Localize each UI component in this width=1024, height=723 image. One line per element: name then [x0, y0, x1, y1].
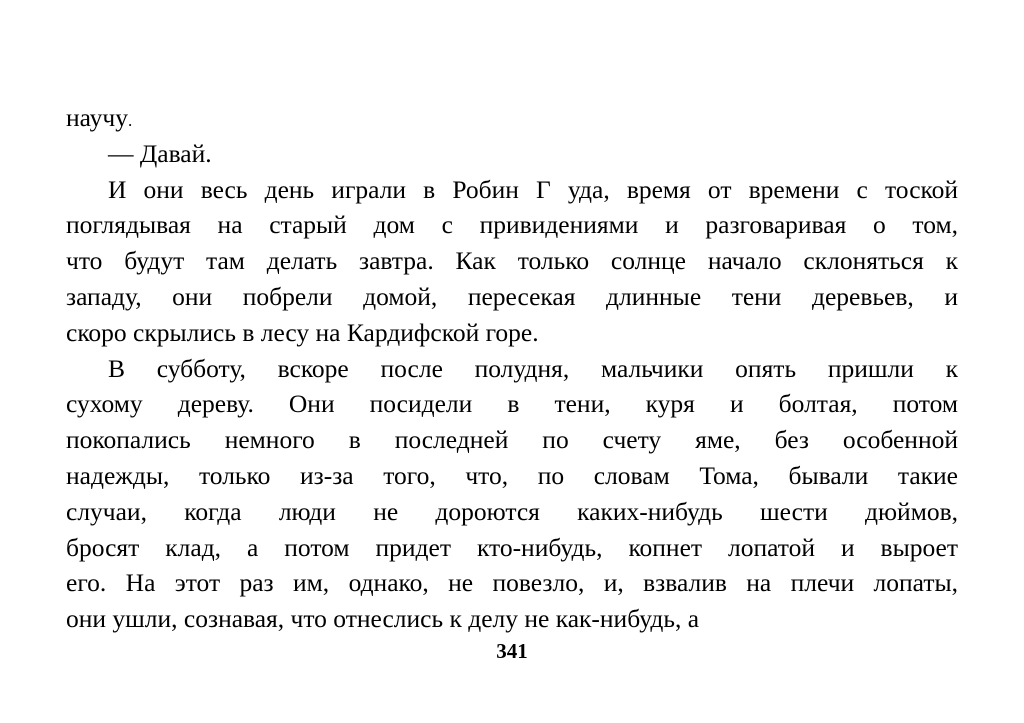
text-line-8: В субботу, вскоре после полудня, мальчики опять пришли к	[108, 353, 958, 383]
text-line-10: покопались немного в последней по счету яме, без особенной	[66, 425, 958, 455]
text-line-11: надежды, только из-за того, что, по словам Тома, бывали такие	[66, 460, 958, 490]
text-line-15: они ушли, сознавая, что отнеслись к делу не как-нибудь, а	[66, 604, 700, 634]
text-line-6: западу, они побрели домой, пересекая длинные тени деревьев, и	[66, 281, 958, 311]
line-1-period: .	[128, 111, 133, 130]
text-line-7: скоро скрылись в лесу на Кардифской горе.	[66, 317, 539, 347]
text-line-2: — Давай.	[108, 138, 212, 168]
text-line-14: его. На этот раз им, однако, не повезло, и, взвалив на плечи лопаты,	[66, 568, 958, 598]
text-line-13: бросят клад, а потом придет кто-нибудь, копнет лопатой и выроет	[66, 532, 958, 562]
page-body	[66, 100, 958, 637]
text-line-12: случаи, когда люди не дороются каких-нибудь шести дюймов,	[66, 496, 958, 526]
text-line-9: сухому дереву. Они посидели в тени, куря и болтая, потом	[66, 389, 958, 419]
text-line-5: что будут там делать завтра. Как только солнце начало склоняться к	[66, 246, 958, 276]
text-line-1	[66, 100, 958, 136]
text-line-4: поглядывая на старый дом с привидениями и разговаривая о том,	[66, 210, 958, 240]
line-1-text: научу	[66, 103, 128, 132]
text-line-3: И они весь день играли в Робин Г уда, время от времени с тоской	[108, 174, 958, 204]
page-number: 341	[496, 639, 528, 663]
